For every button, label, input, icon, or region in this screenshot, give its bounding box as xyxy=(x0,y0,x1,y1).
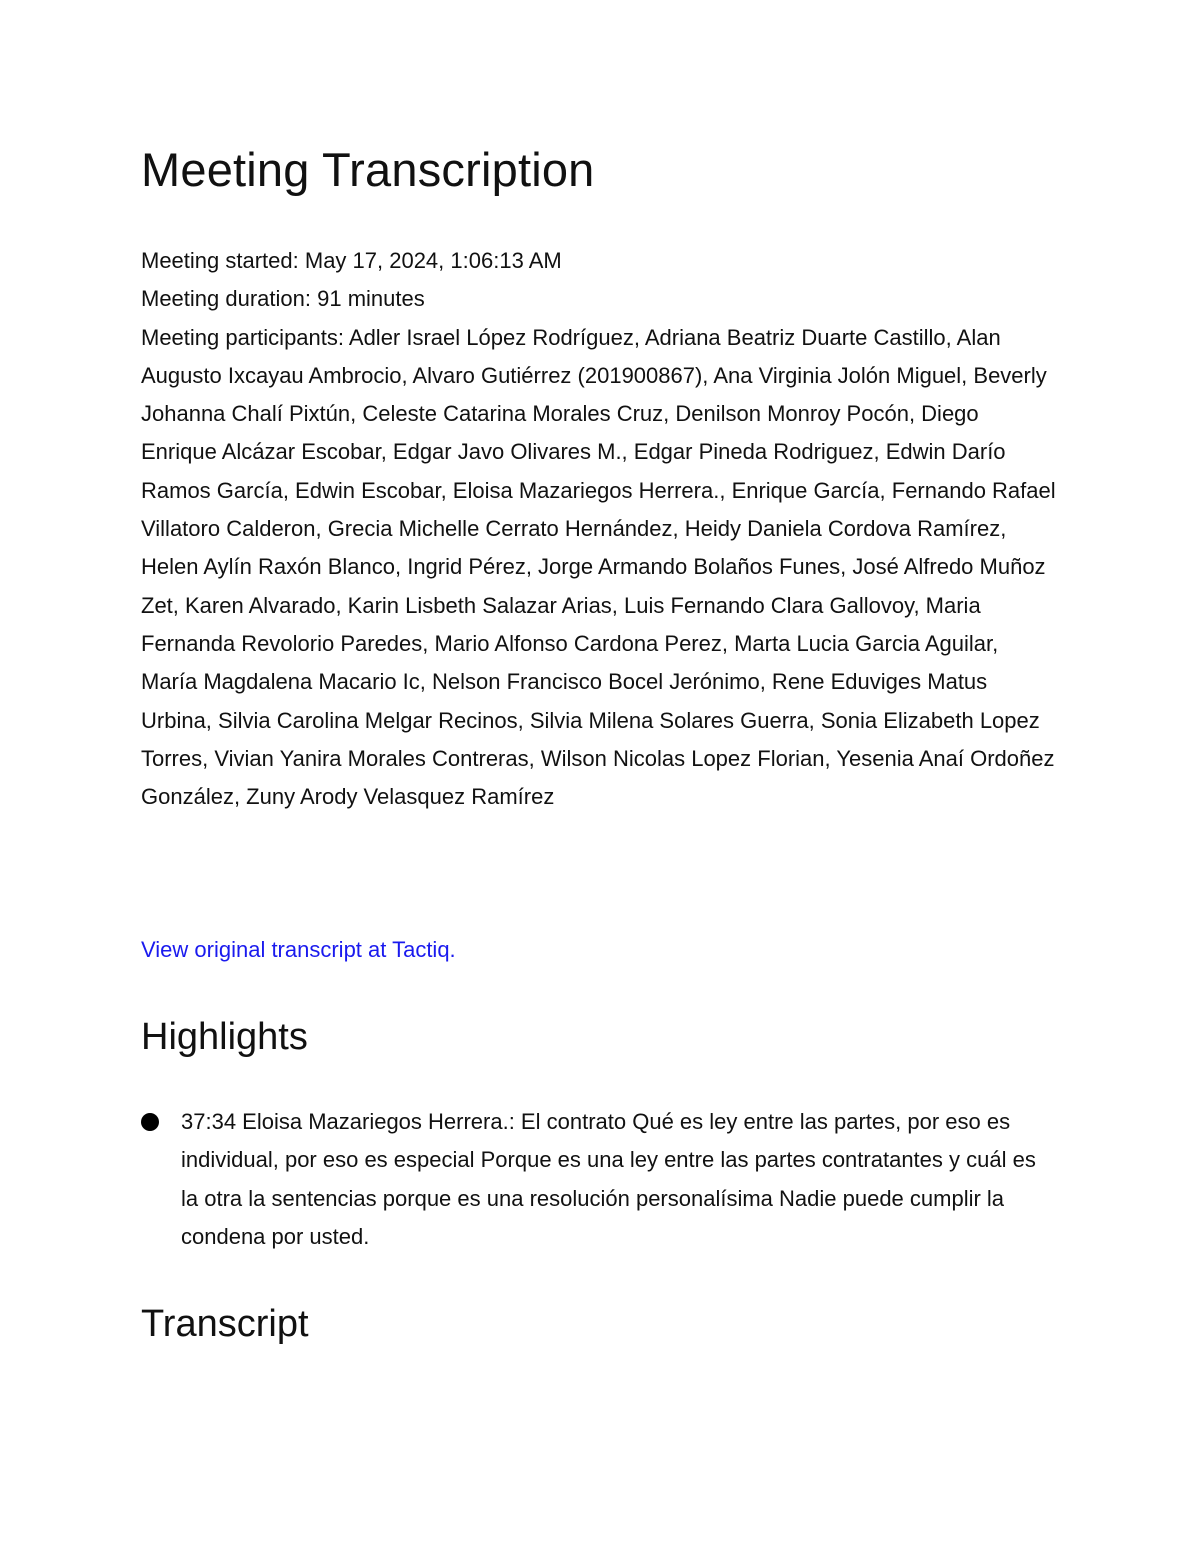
highlight-text: 37:34 Eloisa Mazariegos Herrera.: El contrato Qué es ley entre las partes, por eso es individual, por eso es especial Porque es una ley entre las partes contratantes y cuál es la otra la sentencias porque es una resolución personalísima Nadie puede cumplir la condena por usted. xyxy=(181,1109,1036,1249)
highlights-list xyxy=(141,1103,1056,1256)
meeting-participants: Meeting participants: Adler Israel López Rodríguez, Adriana Beatriz Duarte Castillo, Alan Augusto Ixcayau Ambrocio, Alvaro Gutiérrez (201900867), Ana Virginia Jolón Miguel, Beverly Johanna Chalí Pixtún, Celeste Catarina Morales Cruz, Denilson Monroy Pocón, Diego Enrique Alcázar Escobar, Edgar Javo Olivares M., Edgar Pineda Rodriguez, Edwin Darío Ramos García, Edwin Escobar, Eloisa Mazariegos Herrera., Enrique García, Fernando Rafael Villatoro Calderon, Grecia Michelle Cerrato Hernández, Heidy Daniela Cordova Ramírez, Helen Aylín Raxón Blanco, Ingrid Pérez, Jorge Armando Bolaños Funes, José Alfredo Muñoz Zet, Karen Alvarado, Karin Lisbeth Salazar Arias, Luis Fernando Clara Gallovoy, Maria Fernanda Revolorio Paredes, Mario Alfonso Cardona Perez, Marta Lucia Garcia Aguilar, María Magdalena Macario Ic, Nelson Francisco Bocel Jerónimo, Rene Eduviges Matus Urbina, Silvia Carolina Melgar Recinos, Silvia Milena Solares Guerra, Sonia Elizabeth Lopez Torres, Vivian Yanira Morales Contreras, Wilson Nicolas Lopez Florian, Yesenia Anaí Ordoñez González, Zuny Arody Velasquez Ramírez xyxy=(141,324,1056,810)
bullet-icon xyxy=(141,1113,159,1131)
highlights-heading: Highlights xyxy=(141,1016,308,1058)
transcript-heading: Transcript xyxy=(141,1303,309,1345)
document-title: Meeting Transcription xyxy=(141,143,595,196)
meeting-started: Meeting started: May 17, 2024, 1:06:13 AM xyxy=(141,248,562,273)
view-original-transcript-link[interactable]: View original transcript at Tactiq. xyxy=(141,937,456,962)
highlight-item xyxy=(141,1103,1056,1256)
meeting-metadata xyxy=(141,242,1056,816)
meeting-duration: Meeting duration: 91 minutes xyxy=(141,286,425,312)
